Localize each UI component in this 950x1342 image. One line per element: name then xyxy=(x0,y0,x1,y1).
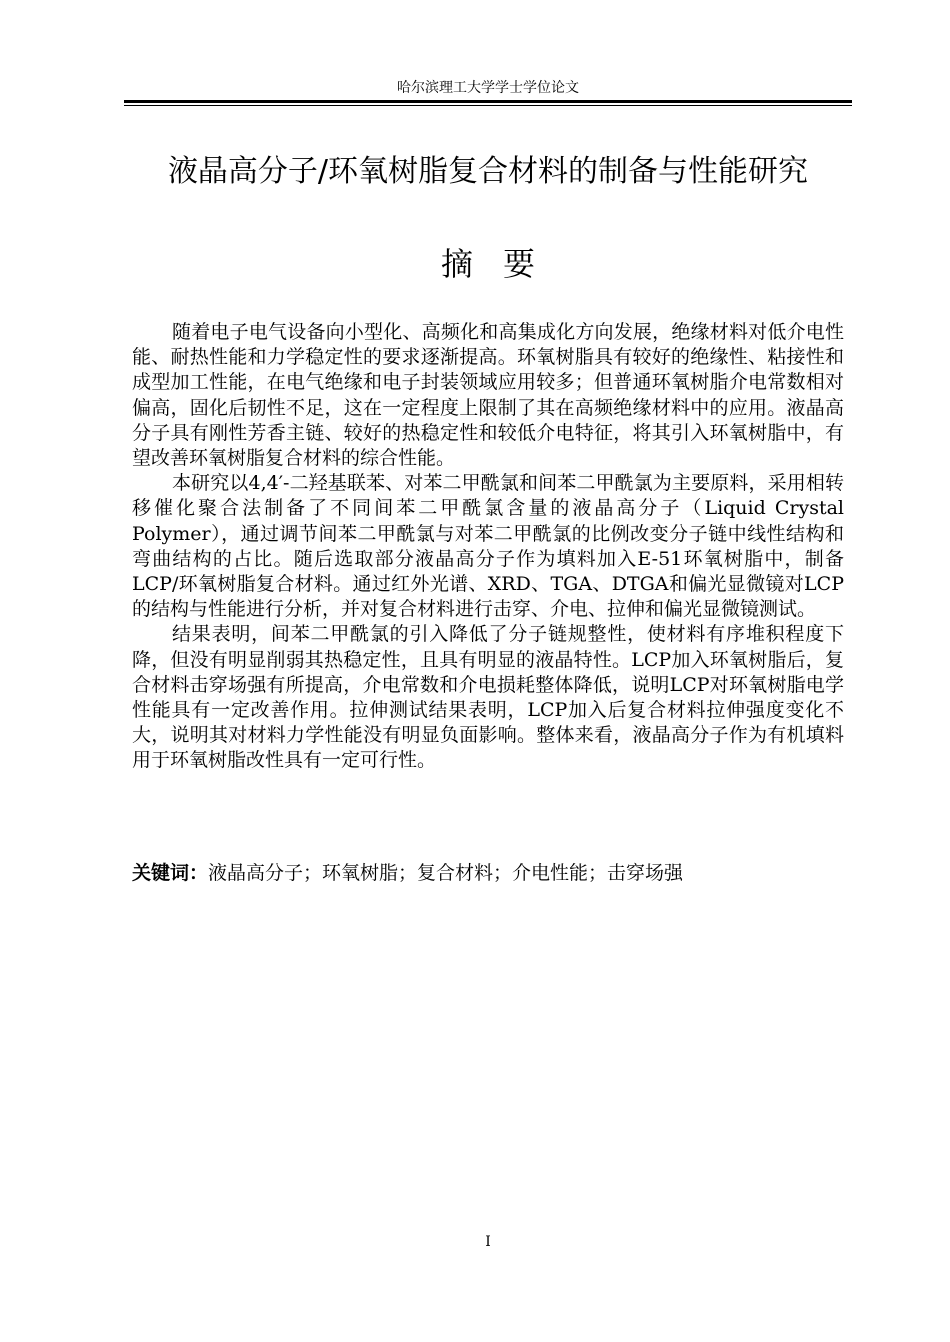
keywords-label: 关键词： xyxy=(132,862,209,884)
header-rule-thick xyxy=(124,100,852,103)
thesis-title: 液晶高分子/环氧树脂复合材料的制备与性能研究 xyxy=(167,154,809,189)
abstract-paragraph-1: 随着电子电气设备向小型化、高频化和高集成化方向发展，绝缘材料对低介电性能、耐热性能和力学稳定性的要求逐渐提高。环氧树脂具有较好的绝缘性、粘接性和成型加工性能，在电气绝缘和电子封装领域应用较多；但普通环氧树脂介电常数相对偏高，固化后韧性不足，这在一定程度上限制了其在高频绝缘材料中的应用。液晶高分子具有刚性芳香主链、较好的热稳定性和较低介电特征，将其引入环氧树脂中，有望改善环氧树脂复合材料的综合性能。 xyxy=(132,321,844,470)
abstract-body xyxy=(132,320,844,774)
keywords-list: 液晶高分子；环氧树脂；复合材料；介电性能；击穿场强 xyxy=(208,862,684,884)
abstract-paragraph-2: 本研究以4,4′-二羟基联苯、对苯二甲酰氯和间苯二甲酰氯为主要原料，采用相转移催化聚合法制备了不同间苯二甲酰氯含量的液晶高分子（Liquid Crystal Polymer），通过调节间苯二甲酰氯与对苯二甲酰氯的比例改变分子链中线性结构和弯曲结构的占比。随后选取部分液晶高分子作为填料加入E-51环氧树脂中，制备LCP/环氧树脂复合材料。通过红外光谱、XRD、TGA、DTGA和偏光显微镜对LCP的结构与性能进行分析，并对复合材料进行击穿、介电、拉伸和偏光显微镜测试。 xyxy=(132,472,844,621)
header-rule-thin xyxy=(124,105,852,106)
keywords-line xyxy=(132,861,844,886)
page-number: I xyxy=(485,1234,491,1250)
running-header: 哈尔滨理工大学学士学位论文 xyxy=(397,80,579,96)
abstract-paragraph-3: 结果表明，间苯二甲酰氯的引入降低了分子链规整性，使材料有序堆积程度下降，但没有明显削弱其热稳定性，且具有明显的液晶特性。LCP加入环氧树脂后，复合材料击穿场强有所提高，介电常数和介电损耗整体降低，说明LCP对环氧树脂电学性能具有一定改善作用。拉伸测试结果表明，LCP加入后复合材料拉伸强度变化不大，说明其对材料力学性能没有明显负面影响。整体来看，液晶高分子作为有机填料用于环氧树脂改性具有一定可行性。 xyxy=(132,623,844,772)
abstract-heading: 摘要 xyxy=(440,245,565,283)
